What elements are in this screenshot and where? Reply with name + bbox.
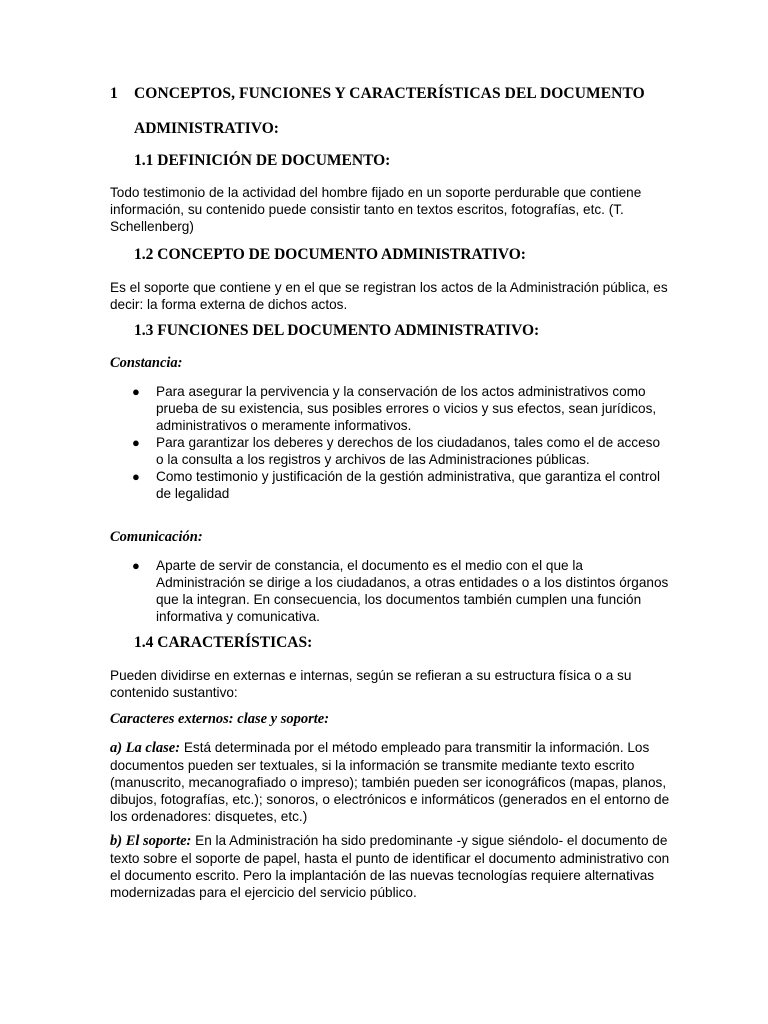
bullet-icon: ●: [132, 384, 140, 399]
clase-paragraph: [110, 739, 670, 825]
list-item-text: Como testimonio y justificación de la gestión administrativa, que garantiza el control de legalidad: [156, 469, 660, 501]
heading-1-title-line1: CONCEPTOS, FUNCIONES Y CARACTERÍSTICAS DEL DOCUMENTO: [134, 85, 645, 102]
externos-label: Caracteres externos: clase y soporte:: [110, 711, 330, 727]
soporte-text: En la Administración ha sido predominante -y sigue siéndolo- el documento de texto sobre el soporte de papel, hasta el punto de identificar el documento administrativo con el documento escrito. Pero la implantación de las nuevas tecnologías requiere alternativas modernizadas para el ejercicio del servicio público.: [110, 833, 670, 900]
comunicacion-label: Comunicación:: [110, 529, 203, 545]
bullet-icon: ●: [132, 435, 140, 450]
section-1-3-title: 1.3 FUNCIONES DEL DOCUMENTO ADMINISTRATIVO:: [134, 322, 540, 339]
section-1-4-intro: Pueden dividirse en externas e internas, según se refieran a su estructura física o a su contenido sustantivo:: [110, 668, 632, 700]
constancia-list: [110, 383, 670, 502]
section-1-4-title: 1.4 CARACTERÍSTICAS:: [134, 634, 313, 651]
list-item-text: Para asegurar la pervivencia y la conservación de los actos administrativos como prueba de su existencia, sus posibles errores o vicios y sus efectos, sean jurídicos, administrativos o meramente informativos.: [156, 384, 657, 433]
constancia-label: Constancia:: [110, 355, 183, 371]
soporte-paragraph: [110, 832, 670, 901]
section-1-1-title: 1.1 DEFINICIÓN DE DOCUMENTO:: [134, 152, 391, 169]
bullet-icon: ●: [132, 469, 140, 484]
comunicacion-list: [110, 557, 670, 625]
list-item: [110, 383, 670, 434]
section-1-2-title: 1.2 CONCEPTO DE DOCUMENTO ADMINISTRATIVO:: [134, 246, 526, 263]
clase-text: Está determinada por el método empleado para transmitir la información. Los documentos pueden ser textuales, si la información se transmite mediante texto escrito (manuscrito, mecanografiado o impreso); también pueden ser iconográficos (mapas, planos, dibujos, fotografías, etc.); sonoros, o electrónicos e informáticos (generados en el entorno de los ordenadores: disquetes, etc.): [110, 740, 670, 824]
bullet-icon: ●: [132, 558, 140, 573]
section-1-1-text: Todo testimonio de la actividad del hombre fijado en un soporte perdurable que contiene información, su contenido puede consistir tanto en textos escritos, fotografías, etc. (T. Schellenberg): [110, 185, 642, 234]
list-item-text: Para garantizar los deberes y derechos de los ciudadanos, tales como el de acceso o la consulta a los registros y archivos de las Administraciones públicas.: [156, 435, 661, 467]
list-item-text: Aparte de servir de constancia, el documento es el medio con el que la Administración se dirige a los ciudadanos, a otras entidades o a los distintos órganos que la integran. En consecuencia, los documentos también cumplen una función informativa y comunicativa.: [156, 558, 669, 624]
list-item: [110, 557, 670, 625]
section-1-2-text: Es el soporte que contiene y en el que se registran los actos de la Administración pública, es decir: la forma externa de dichos actos.: [110, 280, 668, 312]
heading-1: [110, 85, 645, 103]
list-item: [110, 468, 670, 502]
soporte-lead: b) El soporte:: [110, 833, 192, 849]
heading-1-title-line2: ADMINISTRATIVO:: [134, 120, 279, 137]
clase-lead: a) La clase:: [110, 740, 181, 756]
list-item: [110, 434, 670, 468]
heading-1-number: 1: [110, 85, 118, 102]
